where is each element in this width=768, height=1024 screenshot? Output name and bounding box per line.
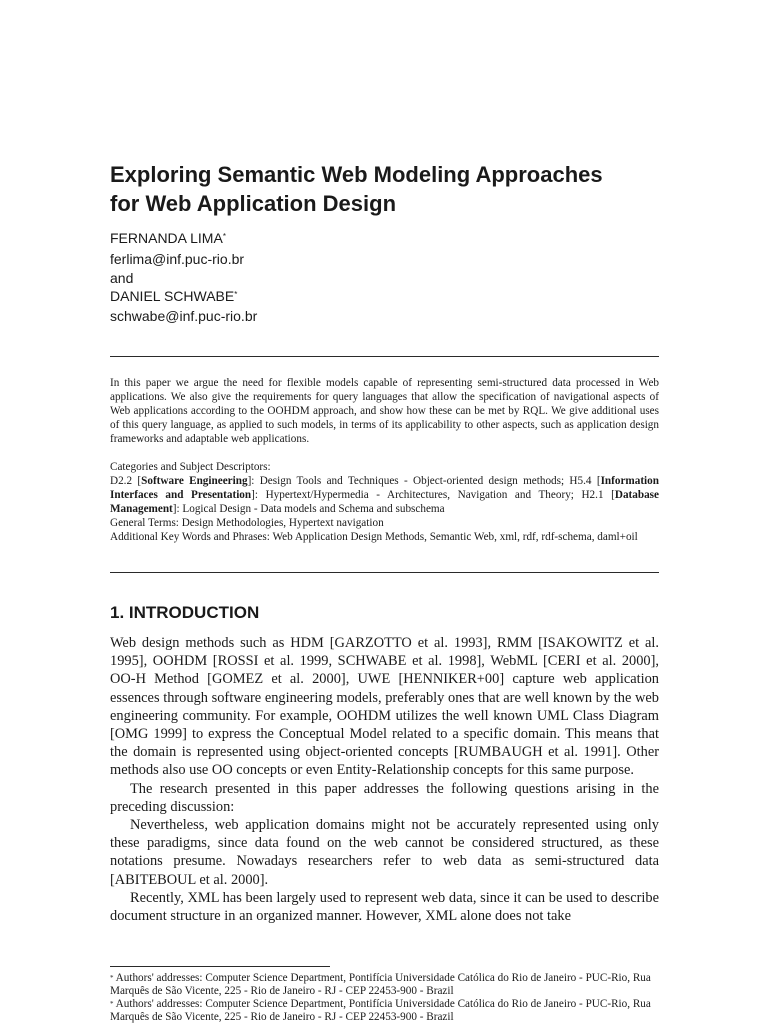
categories-block — [110, 460, 659, 544]
footnotes — [110, 972, 659, 1024]
abstract — [110, 376, 659, 446]
categories-descriptors: D2.2 [Software Engineering]: Design Tools and Techniques - Object-oriented design methods; H5.4 [Information Interfaces and Presentation]: Hypertext/Hypermedia - Architectures, Navigation and Theory; H2.1 [Database Management]: Logical Design - Data models and Schema and subschema — [110, 475, 660, 515]
abstract-divider — [110, 572, 659, 573]
additional-keywords: Additional Key Words and Phrases: Web Application Design Methods, Semantic Web, xml, rdf, rdf-schema, daml+oil — [110, 531, 638, 543]
intro-paragraph-2: The research presented in this paper addresses the following questions arising in the preceding discussion: — [110, 780, 659, 815]
introduction-body — [110, 634, 659, 925]
intro-paragraph-4: Recently, XML has been largely used to represent web data, since it can be used to describe document structure in an organized manner. However, XML alone does not take — [110, 889, 659, 925]
section-heading-introduction: 1. INTRODUCTION — [110, 603, 260, 622]
footnote-divider — [110, 966, 330, 967]
author2-name: DANIEL SCHWABE* — [110, 288, 238, 304]
author1-name: FERNANDA LIMA* — [110, 230, 226, 246]
author2-footnote-marker: * — [234, 290, 238, 299]
authors-and: and — [110, 270, 134, 286]
paper-title — [110, 160, 690, 218]
author1-footnote-marker: * — [222, 232, 226, 241]
header-divider — [110, 356, 659, 357]
paper-title-line1: Exploring Semantic Web Modeling Approaches — [110, 162, 603, 187]
paper-title-line2: for Web Application Design — [110, 191, 397, 216]
abstract-text: In this paper we argue the need for flexible models capable of representing semi-structured data processed in Web applications. We also give the requirements for query languages that allow the specification of navigational aspects of Web applications according to the OOHDM approach, and show how these can be met by RQL. We give additional uses of this query language, as applied to such models, in terms of its applicability to other aspects, such as application design frameworks and adaptable web applications. — [110, 377, 659, 445]
intro-paragraph-3: Nevertheless, web application domains might not be accurately represented using only these paradigms, since data found on the web cannot be considered structured, as these notations presume. Nowadays researchers refer to web data as semi-structured data [ABITEBOUL et al. 2000]. — [110, 817, 659, 888]
author1-email: ferlima@inf.puc-rio.br — [110, 251, 245, 267]
categories-heading: Categories and Subject Descriptors: — [110, 461, 271, 473]
intro-paragraph-1: Web design methods such as HDM [GARZOTTO et al. 1993], RMM [ISAKOWITZ et al. 1995], OOHDM [ROSSI et al. 1999, SCHWABE et al. 1998], WebML [CERI et al. 2000], OO-H Method [GOMEZ et al. 2000], UWE [HENNIKER+00] capture web application essences through software engineering models, preferably ones that are well known by the web engineering community. For example, OOHDM utilizes the well known UML Class Diagram [OMG 1999] to express the Conceptual Model related to a specific domain. This means that the domain is represented using object-oriented concepts [RUMBAUGH et al. 1991]. Other methods also use OO concepts or even Entity-Relationship concepts for this same purpose. — [110, 635, 659, 779]
author2-email: schwabe@inf.puc-rio.br — [110, 308, 258, 324]
footnote-1: * Authors' addresses: Computer Science Department, Pontifícia Universidade Católica do Rio de Janeiro - PUC-Rio, Rua Marquês de São Vicente, 225 - Rio de Janeiro - RJ - CEP 22453-900 - Brazil — [110, 972, 651, 997]
footnote-2: * Authors' addresses: Computer Science Department, Pontifícia Universidade Católica do Rio de Janeiro - PUC-Rio, Rua Marquês de São Vicente, 225 - Rio de Janeiro - RJ - CEP 22453-900 - Brazil — [110, 998, 651, 1023]
general-terms: General Terms: Design Methodologies, Hypertext navigation — [110, 517, 384, 529]
